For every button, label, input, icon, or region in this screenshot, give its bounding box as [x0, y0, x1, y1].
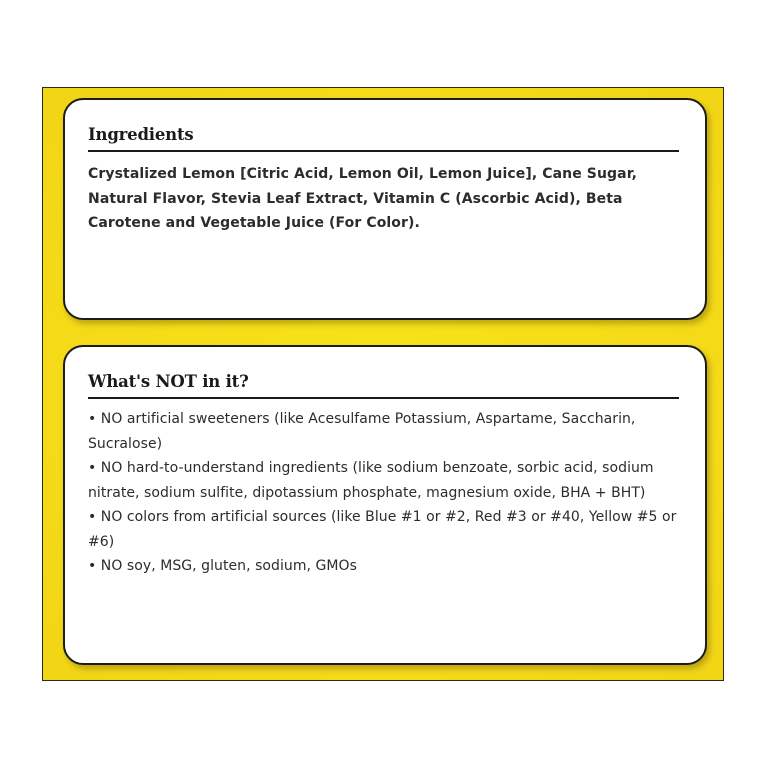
yellow-panel [42, 87, 724, 681]
ingredients-card [63, 98, 707, 320]
list-item: • NO soy, MSG, gluten, sodium, GMOs [88, 558, 357, 574]
list-item: • NO hard-to-understand ingredients (like sodium benzoate, sorbic acid, sodium nitrate, sodium sulfite, dipotassium phosphate, magnesium oxide, BHA + BHT) [88, 460, 654, 501]
not-in-it-list [88, 407, 679, 579]
list-item: • NO colors from artificial sources (like Blue #1 or #2, Red #3 or #40, Yellow #5 or #6) [88, 509, 677, 550]
ingredients-text: Crystalized Lemon [Citric Acid, Lemon Oil, Lemon Juice], Cane Sugar, Natural Flavor, Stevia Leaf Extract, Vitamin C (Ascorbic Acid), Beta Carotene and Vegetable Juice (For Color). [88, 166, 638, 231]
ingredients-title: Ingredients [88, 124, 679, 152]
not-in-it-title: What's NOT in it? [88, 371, 679, 399]
list-item: • NO artificial sweeteners (like Acesulfame Potassium, Aspartame, Saccharin, Sucralose) [88, 411, 636, 452]
not-in-it-card [63, 345, 707, 665]
